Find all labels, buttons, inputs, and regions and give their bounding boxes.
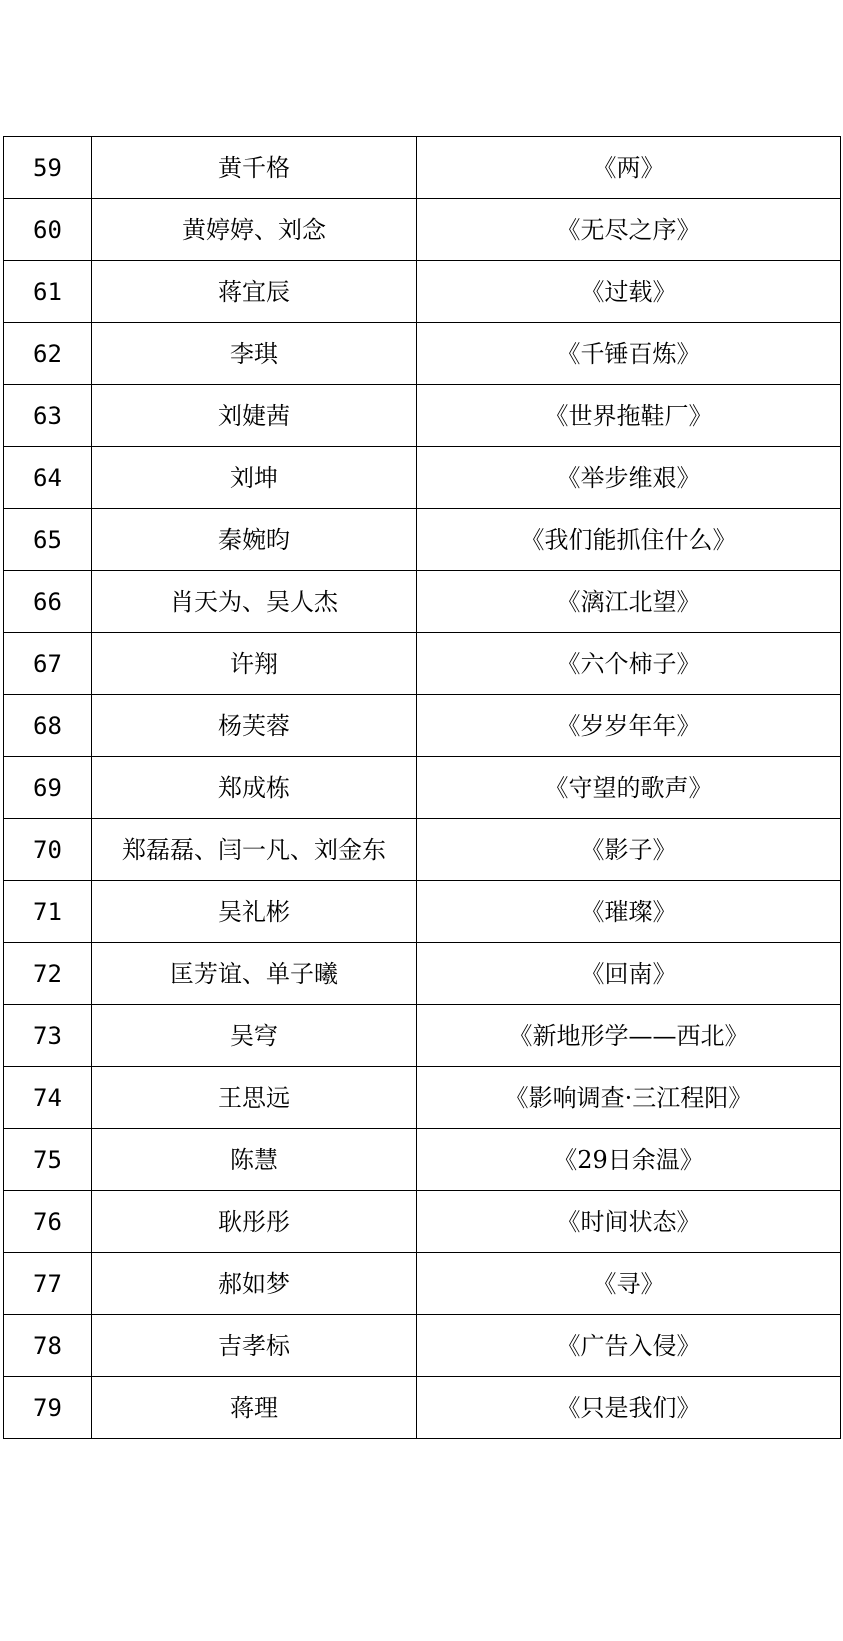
entry-work-title: 《寻》: [417, 1253, 841, 1315]
table-row: [4, 137, 841, 199]
table-row: [4, 1315, 841, 1377]
entry-work-title: 《璀璨》: [417, 881, 841, 943]
entry-author: 杨芙蓉: [92, 695, 417, 757]
entry-work-title: 《影响调查·三江程阳》: [417, 1067, 841, 1129]
entry-number: 69: [4, 757, 92, 819]
entry-number: 75: [4, 1129, 92, 1191]
table-row: [4, 695, 841, 757]
entry-author: 蒋理: [92, 1377, 417, 1439]
entry-work-title: 《29日余温》: [417, 1129, 841, 1191]
entry-number: 67: [4, 633, 92, 695]
entry-author: 郝如梦: [92, 1253, 417, 1315]
entry-author: 许翔: [92, 633, 417, 695]
entry-author: 王思远: [92, 1067, 417, 1129]
entry-author: 肖天为、吴人杰: [92, 571, 417, 633]
table-row: [4, 881, 841, 943]
entry-number: 79: [4, 1377, 92, 1439]
table-row: [4, 1253, 841, 1315]
table-row: [4, 757, 841, 819]
entry-work-title: 《影子》: [417, 819, 841, 881]
table-row: [4, 571, 841, 633]
table-row: [4, 1129, 841, 1191]
entry-number: 77: [4, 1253, 92, 1315]
entry-author: 吴穹: [92, 1005, 417, 1067]
table-row: [4, 385, 841, 447]
entry-author: 郑成栋: [92, 757, 417, 819]
entry-work-title: 《千锤百炼》: [417, 323, 841, 385]
table-row: [4, 943, 841, 1005]
entry-number: 68: [4, 695, 92, 757]
table-row: [4, 509, 841, 571]
entry-number: 60: [4, 199, 92, 261]
entry-author: 吉孝标: [92, 1315, 417, 1377]
entry-work-title: 《只是我们》: [417, 1377, 841, 1439]
entries-table-body: [4, 137, 841, 1439]
table-row: [4, 1067, 841, 1129]
entry-work-title: 《过载》: [417, 261, 841, 323]
entry-author: 耿彤彤: [92, 1191, 417, 1253]
entry-work-title: 《举步维艰》: [417, 447, 841, 509]
table-row: [4, 633, 841, 695]
entry-work-title: 《漓江北望》: [417, 571, 841, 633]
table-row: [4, 819, 841, 881]
entry-work-title: 《无尽之序》: [417, 199, 841, 261]
entry-author: 刘坤: [92, 447, 417, 509]
entry-author: 吴礼彬: [92, 881, 417, 943]
entry-number: 78: [4, 1315, 92, 1377]
entry-work-title: 《新地形学——西北》: [417, 1005, 841, 1067]
entry-author: 陈慧: [92, 1129, 417, 1191]
entry-author: 匡芳谊、单子曦: [92, 943, 417, 1005]
entry-author: 黄千格: [92, 137, 417, 199]
entry-number: 70: [4, 819, 92, 881]
entry-author: 黄婷婷、刘念: [92, 199, 417, 261]
table-row: [4, 1005, 841, 1067]
entry-work-title: 《时间状态》: [417, 1191, 841, 1253]
entry-number: 76: [4, 1191, 92, 1253]
entry-author: 刘婕茜: [92, 385, 417, 447]
entry-work-title: 《岁岁年年》: [417, 695, 841, 757]
entry-number: 64: [4, 447, 92, 509]
table-row: [4, 1377, 841, 1439]
entry-number: 62: [4, 323, 92, 385]
table-row: [4, 1191, 841, 1253]
entry-work-title: 《六个柿子》: [417, 633, 841, 695]
entry-author: 郑磊磊、闫一凡、刘金东: [92, 819, 417, 881]
entry-number: 61: [4, 261, 92, 323]
table-row: [4, 323, 841, 385]
table-row: [4, 199, 841, 261]
entry-number: 59: [4, 137, 92, 199]
entry-number: 65: [4, 509, 92, 571]
entry-number: 63: [4, 385, 92, 447]
entry-work-title: 《回南》: [417, 943, 841, 1005]
entry-work-title: 《世界拖鞋厂》: [417, 385, 841, 447]
entry-author: 蒋宜辰: [92, 261, 417, 323]
entries-table: [3, 136, 841, 1439]
entry-work-title: 《广告入侵》: [417, 1315, 841, 1377]
entry-author: 秦婉昀: [92, 509, 417, 571]
entry-work-title: 《守望的歌声》: [417, 757, 841, 819]
entry-number: 66: [4, 571, 92, 633]
entry-number: 74: [4, 1067, 92, 1129]
entry-number: 72: [4, 943, 92, 1005]
entry-author: 李琪: [92, 323, 417, 385]
entry-work-title: 《我们能抓住什么》: [417, 509, 841, 571]
entry-number: 73: [4, 1005, 92, 1067]
entry-work-title: 《两》: [417, 137, 841, 199]
table-row: [4, 261, 841, 323]
entry-number: 71: [4, 881, 92, 943]
table-row: [4, 447, 841, 509]
